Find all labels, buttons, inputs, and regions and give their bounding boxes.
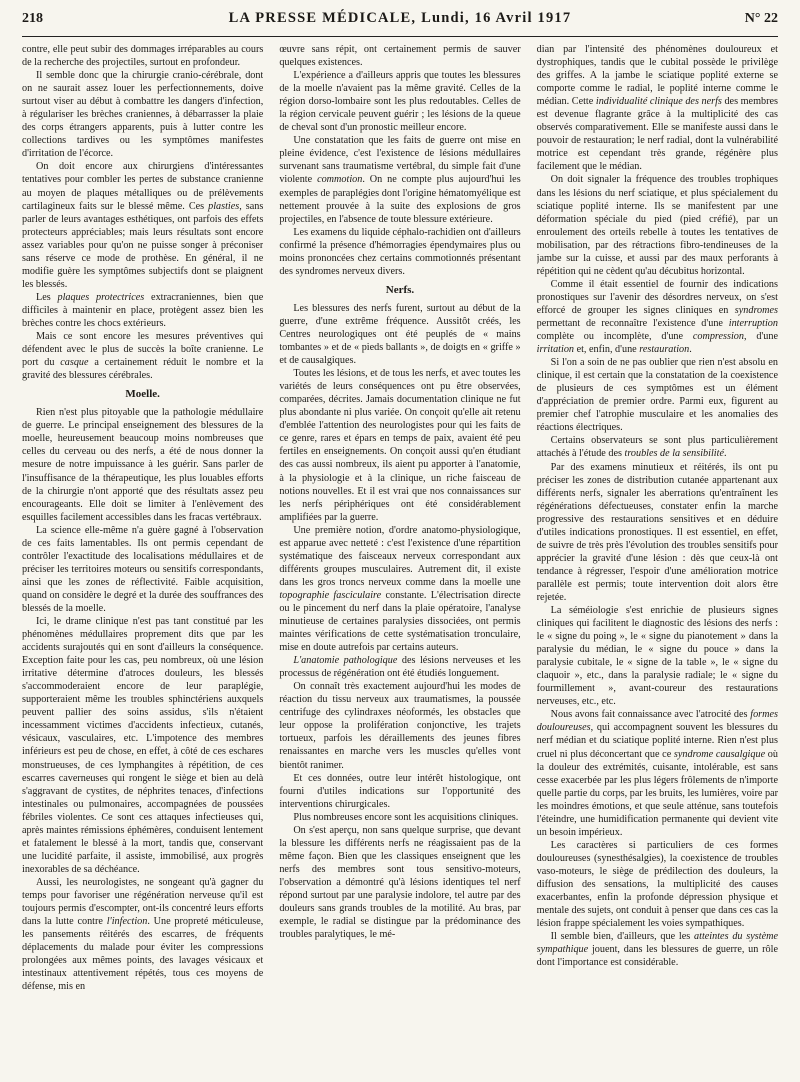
column-2 (279, 43, 520, 1073)
paragraph: Les examens du liquide céphalo-rachidien ont d'ailleurs confirmé la présence d'hémorragies épendymaires plus ou moins prononcées chez certains commotionnés présentant des syndromes nerveux divers. (279, 226, 521, 277)
paragraph: Les caractères si particuliers de ces formes douloureuses (synesthésalgies), la coexistence de troubles vaso-moteurs, le siège de prédilection des douleurs, la diffusion des sensations, la multiplicité des causes exacerbantes, enfin la profonde dépression physique et mentale des sujets, ont conduit à penser que dans ces cas la lésion frappe spécialement les voies sympathiques. (536, 839, 778, 930)
issue-number: N° 22 (744, 11, 778, 26)
text-columns (22, 43, 778, 1073)
paragraph: Une première notion, d'ordre anatomo-physiologique, est apparue avec netteté : c'est l'existence d'une répartition systématique des faisceaux nerveux correspondant aux différents groupes musculaires. Autrement dit, il existe dans les gros troncs nerveux comme dans la moelle une topographie fasciculaire constante. L'électrisation directe ou le pincement du nerf dans la plaie opératoire, l'analyse minutieuse de certaines paralysies dissociées, ont permis maintes vérifications de cette systématisation tronculaire, mise en doute autrefois par certains auteurs. (279, 524, 521, 654)
paragraph: Les blessures des nerfs furent, surtout au début de la guerre, d'une extrême fréquence. Aussitôt créés, les Centres neurologiques ont été peuplés de « mains tombantes » et de « pieds ballants », de doigts en « griffe » et de causalgiques. (279, 302, 521, 367)
paragraph: Il semble bien, d'ailleurs, que les atteintes du système sympathique jouent, dans les blessures de guerre, un rôle dont l'importance est considérable. (536, 931, 778, 969)
paragraph: œuvre sans répit, ont certainement permis de sauver quelques existences. (279, 44, 521, 69)
paragraph: Aussi, les neurologistes, ne songeant qu'à gagner du temps pour favoriser une régénération nerveuse qu'il est toujours permis d'escompter, ont-ils concentré leurs efforts dans la lutte contre l'infection. Une propreté méticuleuse, les pansements réitérés des escarres, de fréquents déplacements du malade pour éviter les compressions prolongées aux mêmes points, des lavages vésicaux et intestinaux attentivement répétés, tous ces moyens de défense, mis en (22, 876, 264, 993)
paragraph: Il semble donc que la chirurgie cranio-cérébrale, dont on ne saurait assez louer les perfectionnements, doive surtout viser au début à combattre les dangers d'infection, à régulariser les brèches craniennes, à débarrasser la plaie des corps étrangers apparents, puis à lutter contre les collections tardives ou les symptômes manifestes d'irritation de l'écorce. (22, 70, 264, 160)
paragraph: Ici, le drame clinique n'est pas tant constitué par les phénomènes médullaires proprement dits que par les accidents surajoutés qui en sont d'ailleurs la conséquence. Exception faite pour les cas, peu nombreux, où une lésion irritative détermine d'atroces douleurs, les blessés s'accommoderaient encore de leur paraplégie, supporteraient même les troubles sphinctériens auxquels peuvent pallier des soins assidus, s'ils n'étaient incessamment victimes d'accidents infectieux, cutanés, vésicaux, vasculaires, etc. L'impotence des membres inférieurs est peu de chose, en effet, à côté de ces eschares monstrueuses, de ces lymphangites à répétition, de ces escarres caverneuses qui rongent le siège et bien au delà s'aggravant de cystites, de néphrites tenaces, d'infections intestinales ou pulmonaires, accompagnées de poussées fébriles violentes. Ce sont ces attaques infectieuses qui, après maintes rémissions éphémères, conduisent lentement et fatalement le blessé à la mort, tandis que, conservant une lucidité parfaite, il assiste, immobilisé, aux progrès inexorables de sa déchéance. (22, 616, 264, 875)
paragraph: On connaît très exactement aujourd'hui les modes de réaction du tissu nerveux aux traumatismes, la poussée centrifuge des cylindraxes néoformés, les obstacles que leur oppose la prolifération conjonctive, les trajets tortueux, parfois les déraillements des jeunes fibres renaissantes en marche vers les muscles qu'elles vont bientôt ranimer. (279, 681, 521, 771)
journal-title: LA PRESSE MÉDICALE, Lundi, 16 Avril 1917 (228, 10, 572, 26)
paragraph: Si l'on a soin de ne pas oublier que rien n'est absolu en clinique, il est certain que la constatation de la coexistence de plusieurs de ces symptômes est un élément d'appréciation de premier ordre. Parmi eux, figurent au premier chef l'atrophie musculaire et les anomalies des réactions électriques. (536, 357, 778, 434)
paragraph: Nous avons fait connaissance avec l'atrocité des formes douloureuses, qui accompagnent souvent les blessures du nerf médian et du sciatique poplité interne. Rien n'est plus cruel ni plus déconcertant que ce syndrome causalgique où la douleur des extrémités, cuisante, intolérable, est sans cesse exacerbée par les plus légers frôlements de n'importe quelle partie du corps, par les bruits, les lumières, voire par les moindres émotions, et que seule atténue, sans toutefois l'éteindre, une humidification permanente qui devient vite un besoin impérieux. (536, 709, 778, 838)
section-heading-nerfs: Nerfs. (385, 283, 415, 296)
paragraph: L'anatomie pathologique des lésions nerveuses et les processus de régénération ont été étudiés longuement. (279, 655, 521, 680)
paragraph: Mais ce sont encore les mesures préventives qui défendent avec le plus de succès la boîte cranienne. Le port du casque a certainement réduit le nombre et la gravité des blessures cérébrales. (22, 331, 264, 382)
paragraph: dian par l'intensité des phénomènes douloureux et dystrophiques, tandis que le cubital possède le privilège des griffes. A la jambe le sciatique poplité externe se comporte comme le radial, le poplité interne comme le médian. Cette individualité clinique des nerfs des membres est devenue flagrante grâce à la multiplicité des cas observés comparativement. Elle se manifeste aussi dans le pouvoir de restauration; le nerf radial, dont la vulnérabilité motrice est cependant très grande, régénère plus facilement que le médian. (536, 44, 778, 173)
paragraph: Et ces données, outre leur intérêt histologique, ont fourni d'utiles indications sur l'opportunité des interventions chirurgicales. (279, 772, 521, 810)
paragraph: L'expérience a d'ailleurs appris que toutes les blessures de la moelle n'avaient pas la même gravité. Celles de la région dorso-lombaire sont les plus redoutables. Celles de la région cervicale peuvent guérir ; les lésions de la queue de cheval sont d'un pronostic meilleur encore. (279, 70, 521, 134)
paragraph: La séméiologie s'est enrichie de plusieurs signes cliniques qui facilitent le diagnostic des lésions des nerfs : le « signe du poing », le « signe du pianotement » dans la paralysie du médian, le « signe du pouce » dans la paralysie cubitale, le « signe de la table », le « signe du claquoir », etc., dans la paralysie radiale; le « signe du fourmillement », avant-coureur des restaurations nerveuses, etc., etc. (536, 605, 778, 708)
page-number: 218 (22, 11, 43, 26)
paragraph: Par des examens minutieux et réitérés, ils ont pu préciser les zones de distribution cutanée appartenant aux différents nerfs, signaler les aberrations qu'entraînent les régénérations défectueuses, constater enfin la marche progressive des restaurations sensitives et en déduire d'utiles indications pronostiques. Il est essentiel, en effet, de suivre de très près l'évolution des troubles sensitifs pour apprécier la gravité d'une lésion : dès que ceux-là ont tendance à régresser, l'espoir d'une amélioration motrice parallèle est permis; toute intervention doit alors être rejetée. (536, 461, 778, 603)
section-heading-moelle: Moelle. (125, 388, 160, 401)
paragraph: Les plaques protectrices extracraniennes, bien que difficiles à maintenir en place, protègent assez bien les brèches contre les chocs extérieurs. (22, 291, 264, 329)
paragraph: On doit signaler la fréquence des troubles trophiques dans les lésions du nerf sciatique, et plus spécialement du sciatique poplité interne. Ils se manifestent par une déformation spéciale du pied (pied créfié), par un enroulement des orteils rebelle à toutes les tentatives de mobilisation, par des rétractions fibro-tendineuses de la jambe sur la cuisse, et aussi par des maux perforants à répétition qui ne cèdent qu'au décubitus horizontal. (536, 174, 778, 277)
paragraph: Plus nombreuses encore sont les acquisitions cliniques. (293, 811, 519, 823)
paragraph: On s'est aperçu, non sans quelque surprise, que devant la blessure les différents nerfs ne réagissaient pas de la même façon. Bien que les classiques enseignent que les nerfs des membres sont tous sensitivo-moteurs, l'observation a démontré qu'à lésions identiques tel nerf répond surtout par une paralysie indolore, tel autre par des douleurs sans grands troubles de la motilité. Au bras, par exemple, le radial se distingue par la prédominance des troubles paralytiques, le mé- (279, 824, 521, 941)
paragraph: On doit encore aux chirurgiens d'intéressantes tentatives pour combler les pertes de substance cranienne au moyen de plaques métalliques ou de prélèvements cartilagineux faits sur le blessé même. Ces plasties, sans parler de leurs avantages esthétiques, ont parfois des effets protecteurs appréciables; mais leurs résultats sont encore assez variables pour qu'on ne puisse songer à préconiser sans réserve ce mode de prothèse. En général, il ne modifie guère les symptômes subjectifs dont se plaignent les blessés. (22, 161, 264, 290)
paragraph: Rien n'est plus pitoyable que la pathologie médullaire de guerre. Le principal enseignement des blessures de la moelle, heureusement beaucoup moins nombreuses que celles du cerveau ou des nerfs, a été de nous donner la mesure de notre impuissance à les guérir. Sans parler de l'insuffisance de la thérapeutique, les plus louables efforts de la chirurgie n'ont apporté que des résultats assez peu encourageants. Elle doit se limiter à l'enlèvement des esquilles facilement accessibles dans les fracas vertébraux. (22, 407, 264, 523)
page-header (22, 10, 778, 37)
paragraph: Certains observateurs se sont plus particulièrement attachés à l'étude des troubles de la sensibilité. (536, 435, 778, 460)
paragraph: Toutes les lésions, et de tous les nerfs, et avec toutes les variétés de leurs conséquences ont pu être observées, comparées, décrites. Jamais documentation clinique ne fut plus abondante ni plus variée. On conçoit qu'elle ait retenu d'emblée l'attention des neurologistes pour qui les faits de ce genre, rares et épars en temps de paix, avaient été peu fertiles en enseignements. On conçoit aussi qu'en étudiant des cas aussi nombreux, ils aient pu apporter à l'anatomie, à la physiologie et à la clinique, un riche faisceau de notions nouvelles. Et il est vrai que nos connaissances sur les nerfs périphériques ont été considérablement amplifiées par la guerre. (279, 368, 521, 523)
paragraph: Une constatation que les faits de guerre ont mise en pleine évidence, c'est l'existence de lésions médullaires survenant sans traumatisme vertébral, du simple fait d'une violente commotion. On ne compte plus aujourd'hui les exemples de paraplégies dont l'origine hématomyélique est nettement prouvée à la suite des explosions de gros projectiles, en l'absence de toute blessure extérieure. (279, 135, 521, 225)
column-3 (537, 43, 778, 1073)
paragraph: contre, elle peut subir des dommages irréparables au cours de la recherche des projectiles, surtout en profondeur. (22, 44, 264, 69)
paragraph: Comme il était essentiel de fournir des indications pronostiques sur l'avenir des désordres nerveux, on s'est efforcé de grouper les signes cliniques en syndromes permettant de reconnaître l'existence d'une interruption complète ou incomplète, d'une compression, d'une irritation et, enfin, d'une restauration. (536, 278, 778, 356)
column-1 (22, 43, 263, 1073)
paragraph: La science elle-même n'a guère gagné à l'observation de ces faits lamentables. Ils ont permis cependant de contrôler l'exactitude des localisations médullaires et de préciser les territoires moteurs ou sensitifs correspondants, ainsi que les zones de réflectivité. Faible acquisition, quand on considère le degré et la durée des souffrances des blessés de la moelle. (22, 524, 264, 614)
